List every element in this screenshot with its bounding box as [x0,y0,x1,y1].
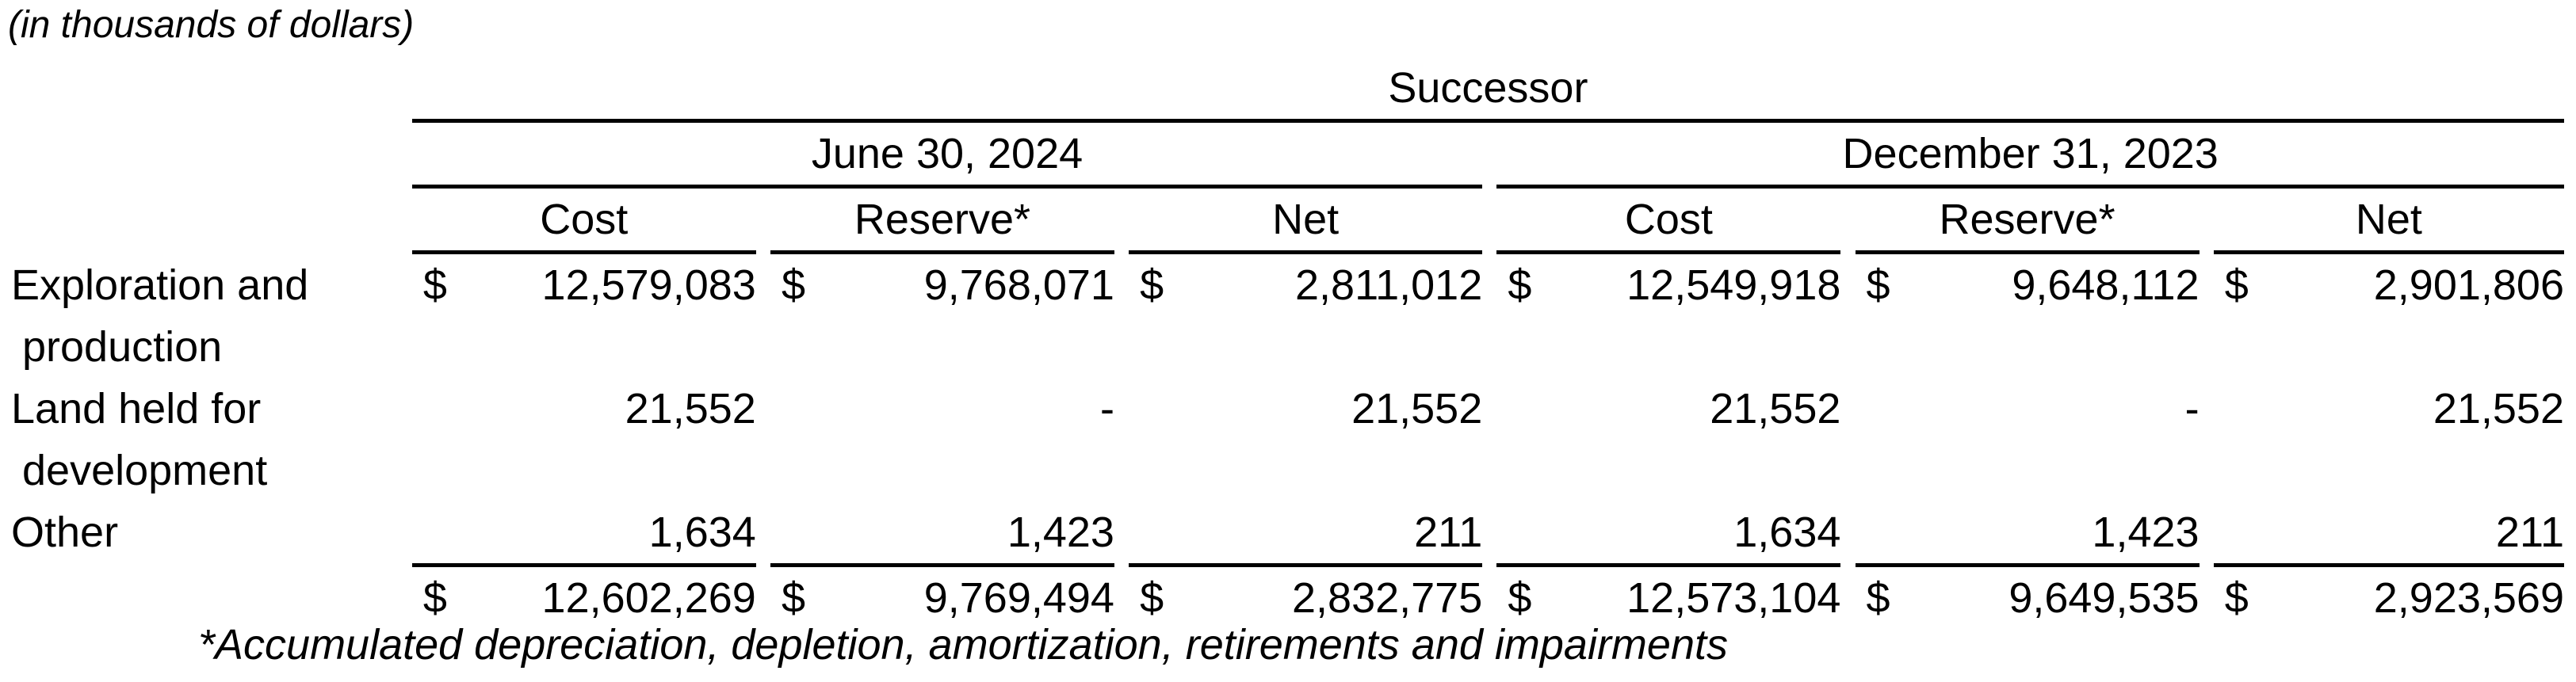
column-header-net: Net [2214,189,2564,254]
header-row-dates [0,123,2564,189]
column-header-reserve: Reserve* [770,189,1114,254]
table-row-continuation [0,316,2564,378]
table-row-continuation [0,440,2564,501]
currency-symbol: $ [2214,563,2262,629]
row-label-continuation: production [22,323,223,371]
property-table [0,57,2564,629]
currency-symbol: $ [1856,563,1904,629]
row-label: Land held for [11,385,262,432]
currency-symbol: $ [1508,261,1532,309]
total-value-cell: 2,832,775 [1177,563,1483,629]
value-cell: 21,552 [1351,385,1483,432]
value-cell: 1,634 [648,509,756,556]
units-note: (in thousands of dollars) [8,4,415,46]
value-cell: 2,811,012 [1295,261,1483,309]
value-cell: 2,901,806 [2373,261,2564,309]
value-cell: 21,552 [1710,385,1841,432]
column-header-reserve: Reserve* [1856,189,2200,254]
footnote: *Accumulated depreciation, depletion, amortization, retirements and impairments [198,621,1728,669]
value-cell: 9,768,071 [923,261,1114,309]
value-cell: - [1099,385,1114,432]
currency-symbol: $ [770,563,819,629]
row-label-continuation: development [22,447,268,494]
table-row [0,501,2564,563]
column-header-net: Net [1129,189,1482,254]
currency-symbol: $ [1496,563,1545,629]
value-cell: 12,579,083 [541,261,756,309]
value-cell: 21,552 [2433,385,2564,432]
value-cell: 211 [2495,509,2564,556]
column-header-cost: Cost [412,189,756,254]
header-row-period [0,57,2564,123]
total-value-cell: 9,649,535 [1903,563,2199,629]
value-cell: - [2184,385,2200,432]
currency-symbol: $ [2224,261,2249,309]
value-cell: 21,552 [625,385,756,432]
table-row [0,378,2564,440]
row-label: Other [11,509,119,556]
table-row [0,254,2564,316]
currency-symbol: $ [1129,563,1177,629]
header-row-columns [0,189,2564,254]
currency-symbol: $ [412,563,461,629]
date-header-dec-2023: December 31, 2023 [1496,123,2564,189]
value-cell: 1,423 [1007,509,1114,556]
period-header: Successor [412,57,2564,123]
currency-symbol: $ [422,261,447,309]
value-cell: 1,423 [2092,509,2200,556]
total-value-cell: 12,602,269 [460,563,755,629]
row-label: Exploration and [11,261,309,309]
total-value-cell: 2,923,569 [2261,563,2564,629]
value-cell: 9,648,112 [2012,261,2200,309]
currency-symbol: $ [1140,261,1164,309]
date-header-june-2024: June 30, 2024 [412,123,1482,189]
total-value-cell: 9,769,494 [819,563,1114,629]
column-header-cost: Cost [1496,189,1840,254]
currency-symbol: $ [781,261,806,309]
value-cell: 211 [1414,509,1483,556]
value-cell: 1,634 [1733,509,1841,556]
currency-symbol: $ [1866,261,1890,309]
value-cell: 12,549,918 [1626,261,1841,309]
total-value-cell: 12,573,104 [1545,563,1840,629]
